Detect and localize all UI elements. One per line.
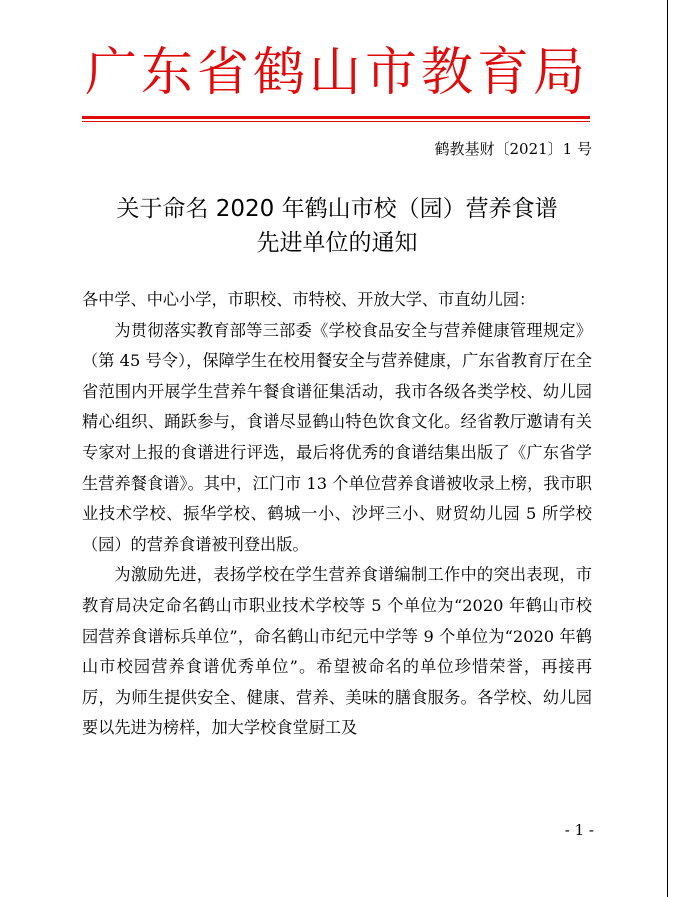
document-title-line-1: 关于命名 2020 年鹤山市校（园）营养食谱 — [116, 196, 558, 222]
salutation: 各中学、中心小学，市职校、市特校、开放大学、市直幼儿园： — [82, 290, 536, 309]
document-body — [82, 285, 592, 744]
page-number: - 1 - — [564, 821, 594, 839]
body-paragraph-2: 为激励先进，表扬学校在学生营养食谱编制工作中的突出表现，市教育局决定命名鹤山市职业技术学校等 5 个单位为“2020 年鹤山市校园营养食谱标兵单位”，命名鹤山市纪元中学等 9 个单位为“2020 年鹤山市校园营养食谱优秀单位”。希望被命名的单位珍惜荣誉，再接再厉，为师生提供安全、健康、营养、美味的膳食服务。各学校、幼儿园要以先进为榜样，加大学校食堂厨工及 — [82, 565, 592, 738]
document-title-line-2: 先进单位的通知 — [256, 230, 418, 256]
page-edge-line — [667, 0, 668, 897]
document-title — [0, 192, 674, 260]
red-header-rule-thin — [82, 121, 590, 122]
document-number: 鹤教基财〔2021〕1 号 — [434, 140, 592, 158]
issuing-organization-title: 广东省鹤山市教育局 — [84, 43, 589, 103]
body-paragraph-1: 为贯彻落实教育部等三部委《学校食品安全与营养健康管理规定》（第 45 号令），保障学生在校用餐安全与营养健康，广东省教育厅在全省范围内开展学生营养午餐食谱征集活动，我市各级各类学校、幼儿园精心组织、踊跃参与，食谱尽显鹤山特色饮食文化。经省教厅邀请有关专家对上报的食谱进行评选，最后将优秀的食谱结集出版了《广东省学生营养餐食谱》。其中，江门市 13 个单位营养食谱被收录上榜，我市职业技术学校、振华学校、鹤城一小、沙坪三小、财贸幼儿园 5 所学校（园）的营养食谱被刊登出版。 — [82, 320, 592, 554]
red-header-rule — [82, 116, 590, 119]
